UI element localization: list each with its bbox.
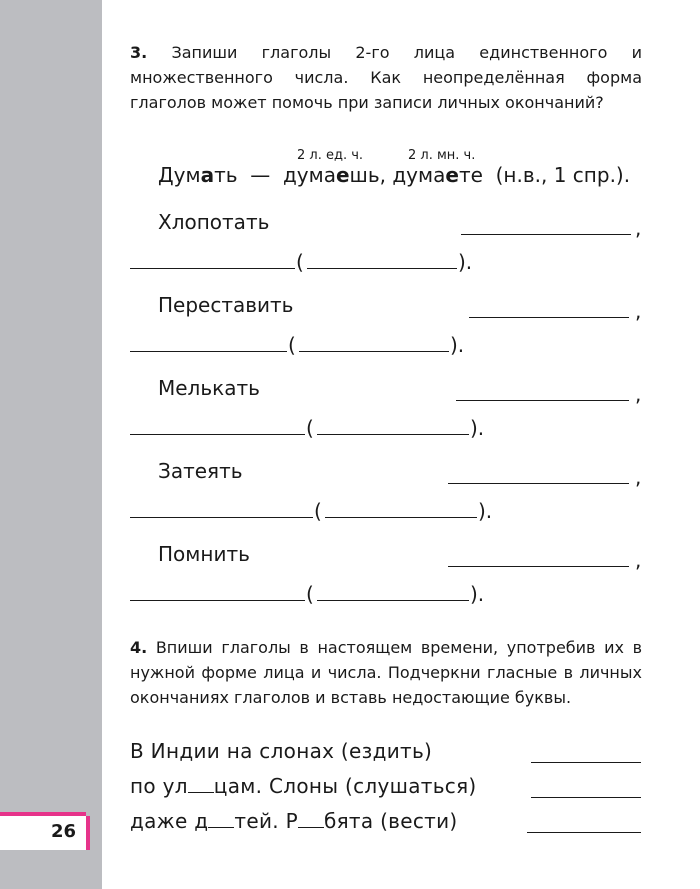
verb-item: Хлопотать	[158, 210, 270, 234]
comma: ,	[635, 548, 642, 572]
verb-item: Затеять	[158, 459, 243, 483]
open-paren: (	[306, 416, 314, 440]
answer-line-plural[interactable]	[130, 351, 287, 352]
exercise-line-2	[130, 774, 477, 798]
close-paren: ).	[470, 582, 485, 606]
comma: ,	[635, 299, 642, 323]
open-paren: (	[306, 582, 314, 606]
example-singular-end: шь,	[349, 163, 386, 187]
letter-gap[interactable]	[188, 791, 214, 793]
page-margin	[0, 0, 102, 889]
task3-text: Запиши глаголы 2-го лица единственного и множественного числа. Как неопределённая форма глаголов может помочь при записи личных окончаний?	[130, 43, 642, 112]
hint-singular: 2 л. ед. ч.	[297, 148, 364, 163]
answer-line-infinitive[interactable]	[317, 434, 469, 435]
task4-text: Впиши глаголы в настоящем времени, употребив их в нужной форме лица и числа. Подчеркни гласные в личных окончаниях глаголов и вставь недостающие буквы.	[130, 638, 642, 707]
page-number: 26	[50, 821, 76, 842]
answer-line-infinitive[interactable]	[317, 600, 469, 601]
example-dash: —	[250, 163, 271, 187]
answer-line-exercise[interactable]	[531, 797, 641, 798]
verb-item: Помнить	[158, 542, 250, 566]
exercise-text: даже д	[130, 809, 209, 833]
answer-line-infinitive[interactable]	[325, 517, 477, 518]
example-singular-stem: дума	[282, 163, 336, 187]
answer-line-infinitive[interactable]	[307, 268, 457, 269]
open-paren: (	[314, 499, 322, 523]
task4-instructions	[130, 635, 642, 710]
example-infinitive-stress: а	[200, 163, 215, 187]
comma: ,	[635, 382, 642, 406]
task4-number: 4.	[130, 638, 148, 657]
example-plural-vowel: е	[445, 163, 459, 187]
answer-line-exercise[interactable]	[531, 762, 641, 763]
letter-gap[interactable]	[208, 826, 234, 828]
example-infinitive-start: Дум	[158, 163, 201, 187]
answer-line-plural[interactable]	[130, 600, 305, 601]
letter-gap[interactable]	[298, 826, 324, 828]
answer-line-singular[interactable]	[448, 566, 629, 567]
answer-line-singular[interactable]	[448, 483, 629, 484]
verb-item: Мелькать	[158, 376, 260, 400]
hint-plural: 2 л. мн. ч.	[408, 148, 476, 163]
task3-number: 3.	[130, 43, 148, 62]
example-plural-end: те	[458, 163, 483, 187]
example-plural-stem: дума	[392, 163, 446, 187]
comma: ,	[635, 465, 642, 489]
exercise-text: бята (вести)	[323, 809, 458, 833]
exercise-line-3	[130, 809, 458, 833]
answer-line-infinitive[interactable]	[299, 351, 449, 352]
verb-item: Переставить	[158, 293, 294, 317]
exercise-text: цам. Слоны (слушаться)	[213, 774, 477, 798]
example-note: (н.в., 1 спр.).	[495, 163, 631, 187]
example-line	[158, 163, 630, 187]
answer-line-plural[interactable]	[130, 517, 313, 518]
example-infinitive-end: ть	[214, 163, 238, 187]
page-number-box	[0, 816, 90, 850]
exercise-text: по ул	[130, 774, 188, 798]
open-paren: (	[296, 250, 304, 274]
example-singular-vowel: е	[335, 163, 350, 187]
answer-line-exercise[interactable]	[527, 832, 641, 833]
answer-line-plural[interactable]	[130, 434, 305, 435]
close-paren: ).	[458, 250, 473, 274]
close-paren: ).	[450, 333, 465, 357]
comma: ,	[635, 216, 642, 240]
exercise-text: тей. Р	[234, 809, 298, 833]
open-paren: (	[288, 333, 296, 357]
answer-line-singular[interactable]	[469, 317, 629, 318]
close-paren: ).	[470, 416, 485, 440]
close-paren: ).	[478, 499, 493, 523]
answer-line-plural[interactable]	[130, 268, 295, 269]
answer-line-singular[interactable]	[456, 400, 629, 401]
task3-instructions	[130, 40, 642, 115]
exercise-line-1: В Индии на слонах (ездить)	[130, 739, 433, 763]
answer-line-singular[interactable]	[461, 234, 631, 235]
